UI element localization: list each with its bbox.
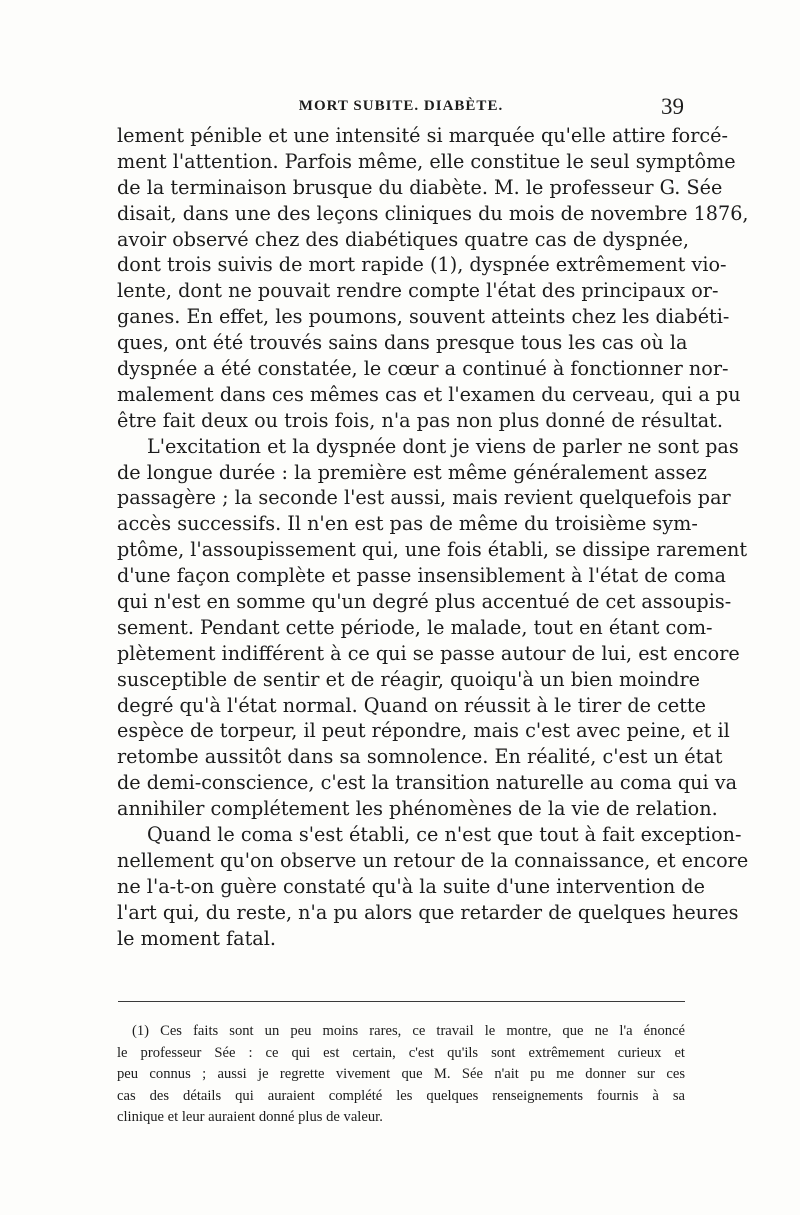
- text-line: de la terminaison brusque du diabète. M. le professeur G. Sée: [117, 175, 723, 199]
- paragraph-end-line: le moment fatal.: [117, 926, 276, 950]
- text-line: ganes. En effet, les poumons, souvent atteints chez les diabéti-: [117, 305, 730, 329]
- running-head: [118, 96, 684, 126]
- text-line: plètement indifférent à ce qui se passe autour de lui, est encore: [117, 641, 740, 665]
- text-line: sement. Pendant cette période, le malade, tout en étant com-: [117, 615, 713, 639]
- body-text: [117, 123, 749, 952]
- text-line: nellement qu'on observe un retour de la connaissance, et encore: [117, 848, 749, 872]
- footnote-line: cas des détails qui auraient complété les quelques renseignements fournis à sa: [117, 1087, 685, 1104]
- text-line: ques, ont été trouvés sains dans presque tous les cas où la: [117, 331, 688, 355]
- paragraph-start-line: Quand le coma s'est établi, ce n'est que tout à fait exception-: [147, 823, 742, 847]
- footnote-line: clinique et leur auraient donné plus de valeur.: [117, 1109, 383, 1126]
- text-line: de demi-conscience, c'est la transition naturelle au coma qui va: [117, 771, 738, 795]
- footnote-line: (1) Ces faits sont un peu moins rares, ce travail le montre, que ne l'a énoncé: [132, 1023, 685, 1039]
- page-number: 39: [661, 94, 684, 119]
- text-line: l'art qui, du reste, n'a pu alors que retarder de quelques heures: [117, 900, 739, 924]
- footnote: [117, 1021, 685, 1129]
- text-line: espèce de torpeur, il peut répondre, mais c'est avec peine, et il: [117, 719, 730, 743]
- paragraph-end-line: annihiler complétement les phénomènes de la vie de relation.: [117, 797, 718, 821]
- text-line: accès successifs. Il n'en est pas de même du troisième sym-: [117, 512, 698, 536]
- text-line: dyspnée a été constatée, le cœur a continué à fonctionner nor-: [117, 357, 729, 381]
- text-line: susceptible de sentir et de réagir, quoiqu'à un bien moindre: [117, 667, 700, 691]
- footnote-line: peu connus ; aussi je regrette vivement que M. Sée n'ait pu me donner sur ces: [117, 1066, 685, 1083]
- text-line: disait, dans une des leçons cliniques du mois de novembre 1876,: [117, 201, 749, 225]
- footnote-line: le professeur Sée : ce qui est certain, c'est qu'ils sont extrêmement curieux et: [117, 1044, 685, 1061]
- text-line: avoir observé chez des diabétiques quatre cas de dyspnée,: [117, 227, 689, 251]
- footnote-rule: [118, 1001, 685, 1002]
- text-line: ptôme, l'assoupissement qui, une fois établi, se dissipe rarement: [117, 538, 748, 562]
- text-line: passagère ; la seconde l'est aussi, mais revient quelquefois par: [117, 486, 731, 510]
- text-line: degré qu'à l'état normal. Quand on réussit à le tirer de cette: [117, 693, 706, 717]
- running-title: MORT SUBITE. DIABÈTE.: [298, 98, 504, 114]
- text-line: qui n'est en somme qu'un degré plus accentué de cet assoupis-: [117, 590, 732, 614]
- text-line: de longue durée : la première est même généralement assez: [117, 460, 707, 484]
- text-line: ment l'attention. Parfois même, elle constitue le seul symptôme: [117, 149, 736, 173]
- text-line: retombe aussitôt dans sa somnolence. En réalité, c'est un état: [117, 745, 723, 769]
- paragraph-start-line: L'excitation et la dyspnée dont je viens de parler ne sont pas: [147, 434, 739, 458]
- text-line: malement dans ces mêmes cas et l'examen du cerveau, qui a pu: [117, 382, 741, 406]
- text-line: lement pénible et une intensité si marquée qu'elle attire forcé-: [117, 124, 728, 147]
- paragraph-end-line: être fait deux ou trois fois, n'a pas non plus donné de résultat.: [117, 408, 723, 432]
- text-line: lente, dont ne pouvait rendre compte l'état des principaux or-: [117, 279, 719, 303]
- text-line: dont trois suivis de mort rapide (1), dyspnée extrêmement vio-: [117, 253, 727, 277]
- text-line: d'une façon complète et passe insensiblement à l'état de coma: [117, 564, 726, 588]
- text-line: ne l'a-t-on guère constaté qu'à la suite d'une intervention de: [117, 874, 705, 898]
